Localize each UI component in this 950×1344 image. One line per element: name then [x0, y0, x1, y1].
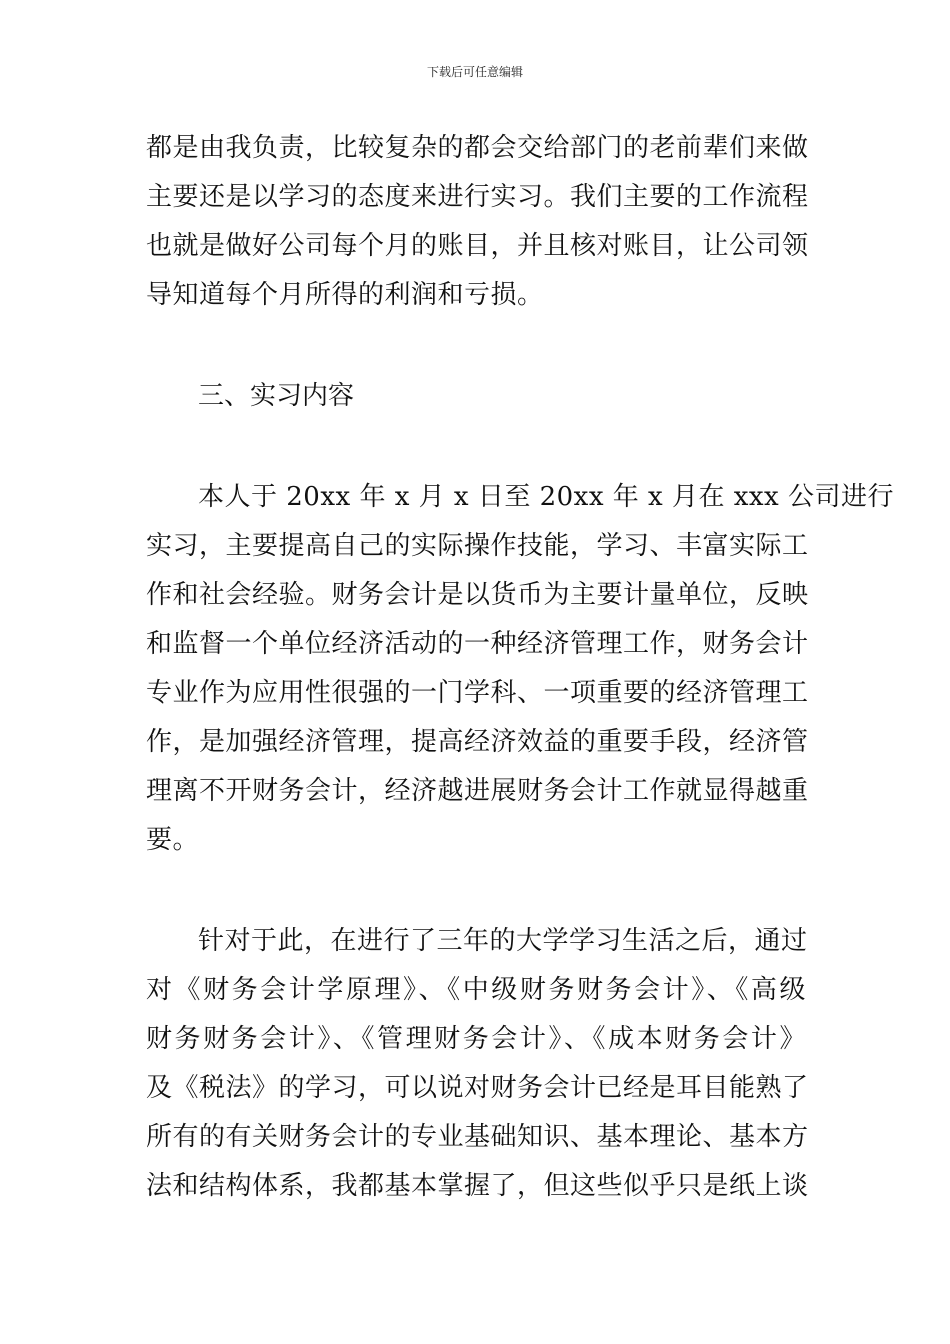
paragraph-line: 和监督一个单位经济活动的一种经济管理工作，财务会计	[146, 629, 809, 659]
paragraph-spacer	[146, 421, 806, 473]
paragraph-line: 主要还是以学习的态度来进行实习。我们主要的工作流程	[146, 182, 809, 212]
paragraph-line: 作和社会经验。财务会计是以货币为主要计量单位，反映	[146, 580, 809, 610]
paragraph-spacer	[146, 865, 806, 917]
paragraph-line: 理离不开财务会计，经济越进展财务会计工作就显得越重	[146, 776, 809, 806]
section-heading-text: 三、实习内容	[198, 381, 355, 411]
paragraph-line: 也就是做好公司每个月的账目，并且核对账目，让公司领	[146, 231, 809, 261]
paragraph-line: 所有的有关财务会计的专业基础知识、基本理论、基本方	[146, 1122, 809, 1152]
paragraph-2	[146, 473, 894, 865]
paragraph-line: 作，是加强经济管理，提高经济效益的重要手段，经济管	[146, 727, 809, 757]
paragraph-line: 针对于此，在进行了三年的大学学习生活之后，通过	[198, 926, 808, 956]
section-heading	[146, 372, 806, 421]
paragraph-line: 法和结构体系，我都基本掌握了，但这些似乎只是纸上谈	[146, 1171, 809, 1201]
paragraph-line: 都是由我负责，比较复杂的都会交给部门的老前辈们来做	[146, 133, 809, 163]
paragraph-line: 对《财务会计学原理》、《中级财务财务会计》、《高级	[146, 975, 806, 1005]
paragraph-line: 财务财务会计》、《管理财务会计》、《成本财务会计》	[146, 1024, 806, 1054]
paragraph-3	[146, 917, 809, 1211]
document-body	[146, 124, 894, 1211]
paragraph-line: 要。	[146, 825, 200, 855]
paragraph-spacer	[146, 320, 806, 372]
paragraph-line: 实习，主要提高自己的实际操作技能，学习、丰富实际工	[146, 531, 809, 561]
paragraph-line: 及《税法》的学习，可以说对财务会计已经是耳目能熟了	[146, 1073, 809, 1103]
paragraph-1	[146, 124, 809, 320]
paragraph-line: 专业作为应用性很强的一门学科、一项重要的经济管理工	[146, 678, 809, 708]
paragraph-line: 本人于 20xx 年 x 月 x 日至 20xx 年 x 月在 xxx 公司进行	[198, 482, 894, 512]
page-header: 下载后可任意编辑	[426, 65, 523, 79]
paragraph-line: 导知道每个月所得的利润和亏损。	[146, 280, 544, 310]
